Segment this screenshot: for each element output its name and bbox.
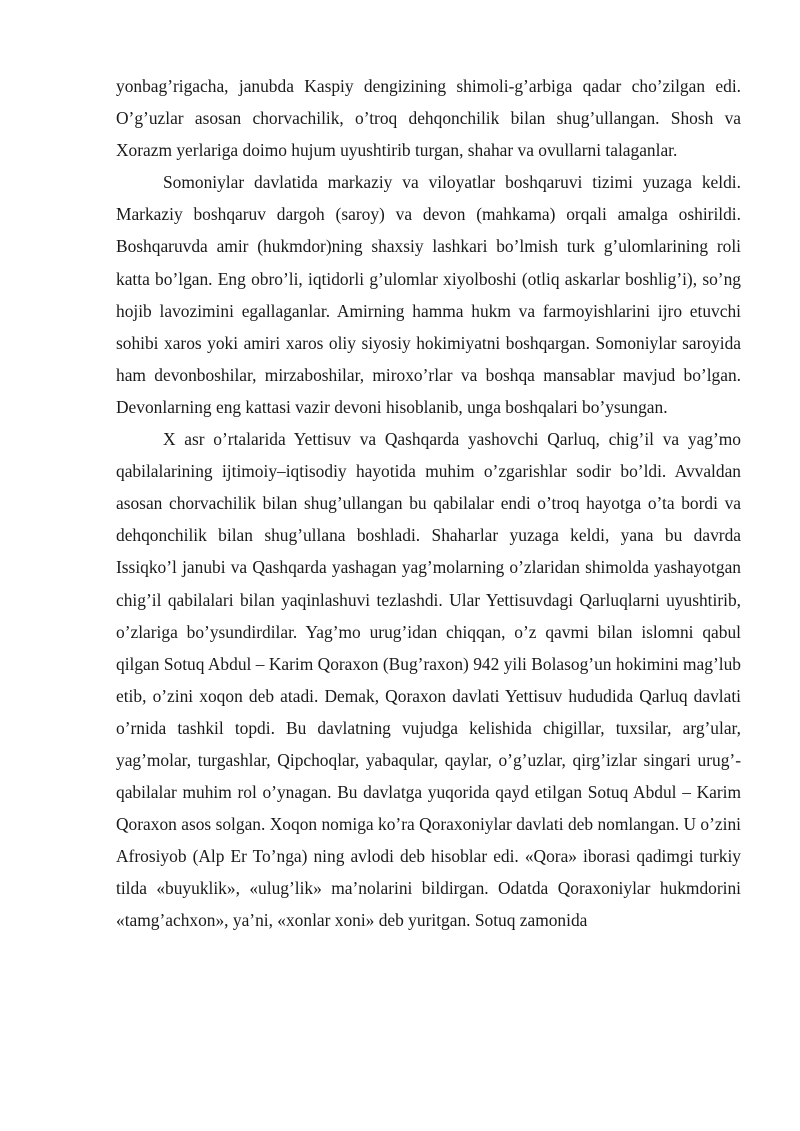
document-page <box>116 70 741 937</box>
paragraph-somoniylar-administration: Somoniylar davlatida markaziy va viloyatlar boshqaruvi tizimi yuzaga keldi. Markaziy boshqaruv dargoh (saroy) va devon (mahkama) orqali amalga oshirildi. Boshqaruvda amir (hukmdor)ning shaxsiy lashkari bo’lmish turk g’ulomlarining roli katta bo’lgan. Eng obro’li, iqtidorli g’ulomlar xiyolboshi (otliq askarlar boshlig’i), so’ng hojib lavozimini egallaganlar. Amirning hamma hukm va farmoyishlarini ijro etuvchi sohibi xaros yoki amiri xaros oliy siyosiy hokimiyatni boshqargan. Somoniylar saroyida ham devonboshilar, mirzaboshilar, miroxo’rlar va boshqa mansablar mavjud bo’lgan. Devonlarning eng kattasi vazir devoni hisoblanib, unga boshqalari bo’ysungan. <box>116 172 741 417</box>
paragraph-continuation: yonbag’rigacha, janubda Kaspiy dengizining shimoli-g’arbiga qadar cho’zilgan edi. O’g’uzlar asosan chorvachilik, o’troq dehqonchilik bilan shug’ullangan. Shosh va Xorazm yerlariga doimo hujum uyushtirib turgan, shahar va ovullarni talaganlar. <box>116 76 741 161</box>
paragraph-qoraxoniylar-state: X asr o’rtalarida Yettisuv va Qashqarda yashovchi Qarluq, chig’il va yag’mo qabilalarining ijtimoiy–iqtisodiy hayotida muhim o’zgarishlar sodir bo’ldi. Avvaldan asosan chorvachilik bilan shug’ullangan bu qabilalar endi o’troq hayotga o’ta bordi va dehqonchilik bilan shug’ullana boshladi. Shaharlar yuzaga keldi, yana bu davrda Issiqko’l janubi va Qashqarda yashagan yag’molarning o’zlaridan shimolda yashayotgan chig’il qabilalari bilan yaqinlashuvi tezlashdi. Ular Yettisuvdagi Qarluqlarni uyushtirib, o’zlariga bo’ysundirdilar. Yag’mo urug’idan chiqqan, o’z qavmi bilan islomni qabul qilgan Sotuq Abdul – Karim Qoraxon (Bug’raxon) 942 yili Bolasog’un hokimini mag’lub etib, o’zini xoqon deb atadi. Demak, Qoraxon davlati Yettisuv hududida Qarluq davlati o’rnida tashkil topdi. Bu davlatning vujudga kelishida chigillar, tuxsilar, arg’ular, yag’molar, turgashlar, Qipchoqlar, yabaqular, qaylar, o’g’uzlar, qirg’izlar singari urug’-qabilalar muhim rol o’ynagan. Bu davlatga yuqorida qayd etilgan Sotuq Abdul – Karim Qoraxon asos solgan. Xoqon nomiga ko’ra Qoraxoniylar davlati deb nomlangan. U o’zini Afrosiyob (Alp Er To’nga) ning avlodi deb hisoblar edi. «Qora» iborasi qadimgi turkiy tilda «buyuklik», «ulug’lik» ma’nolarini bildirgan. Odatda Qoraxoniylar hukmdorini «tamg’achxon», ya’ni, «xonlar xoni» deb yuritgan. Sotuq zamonida <box>116 429 741 931</box>
